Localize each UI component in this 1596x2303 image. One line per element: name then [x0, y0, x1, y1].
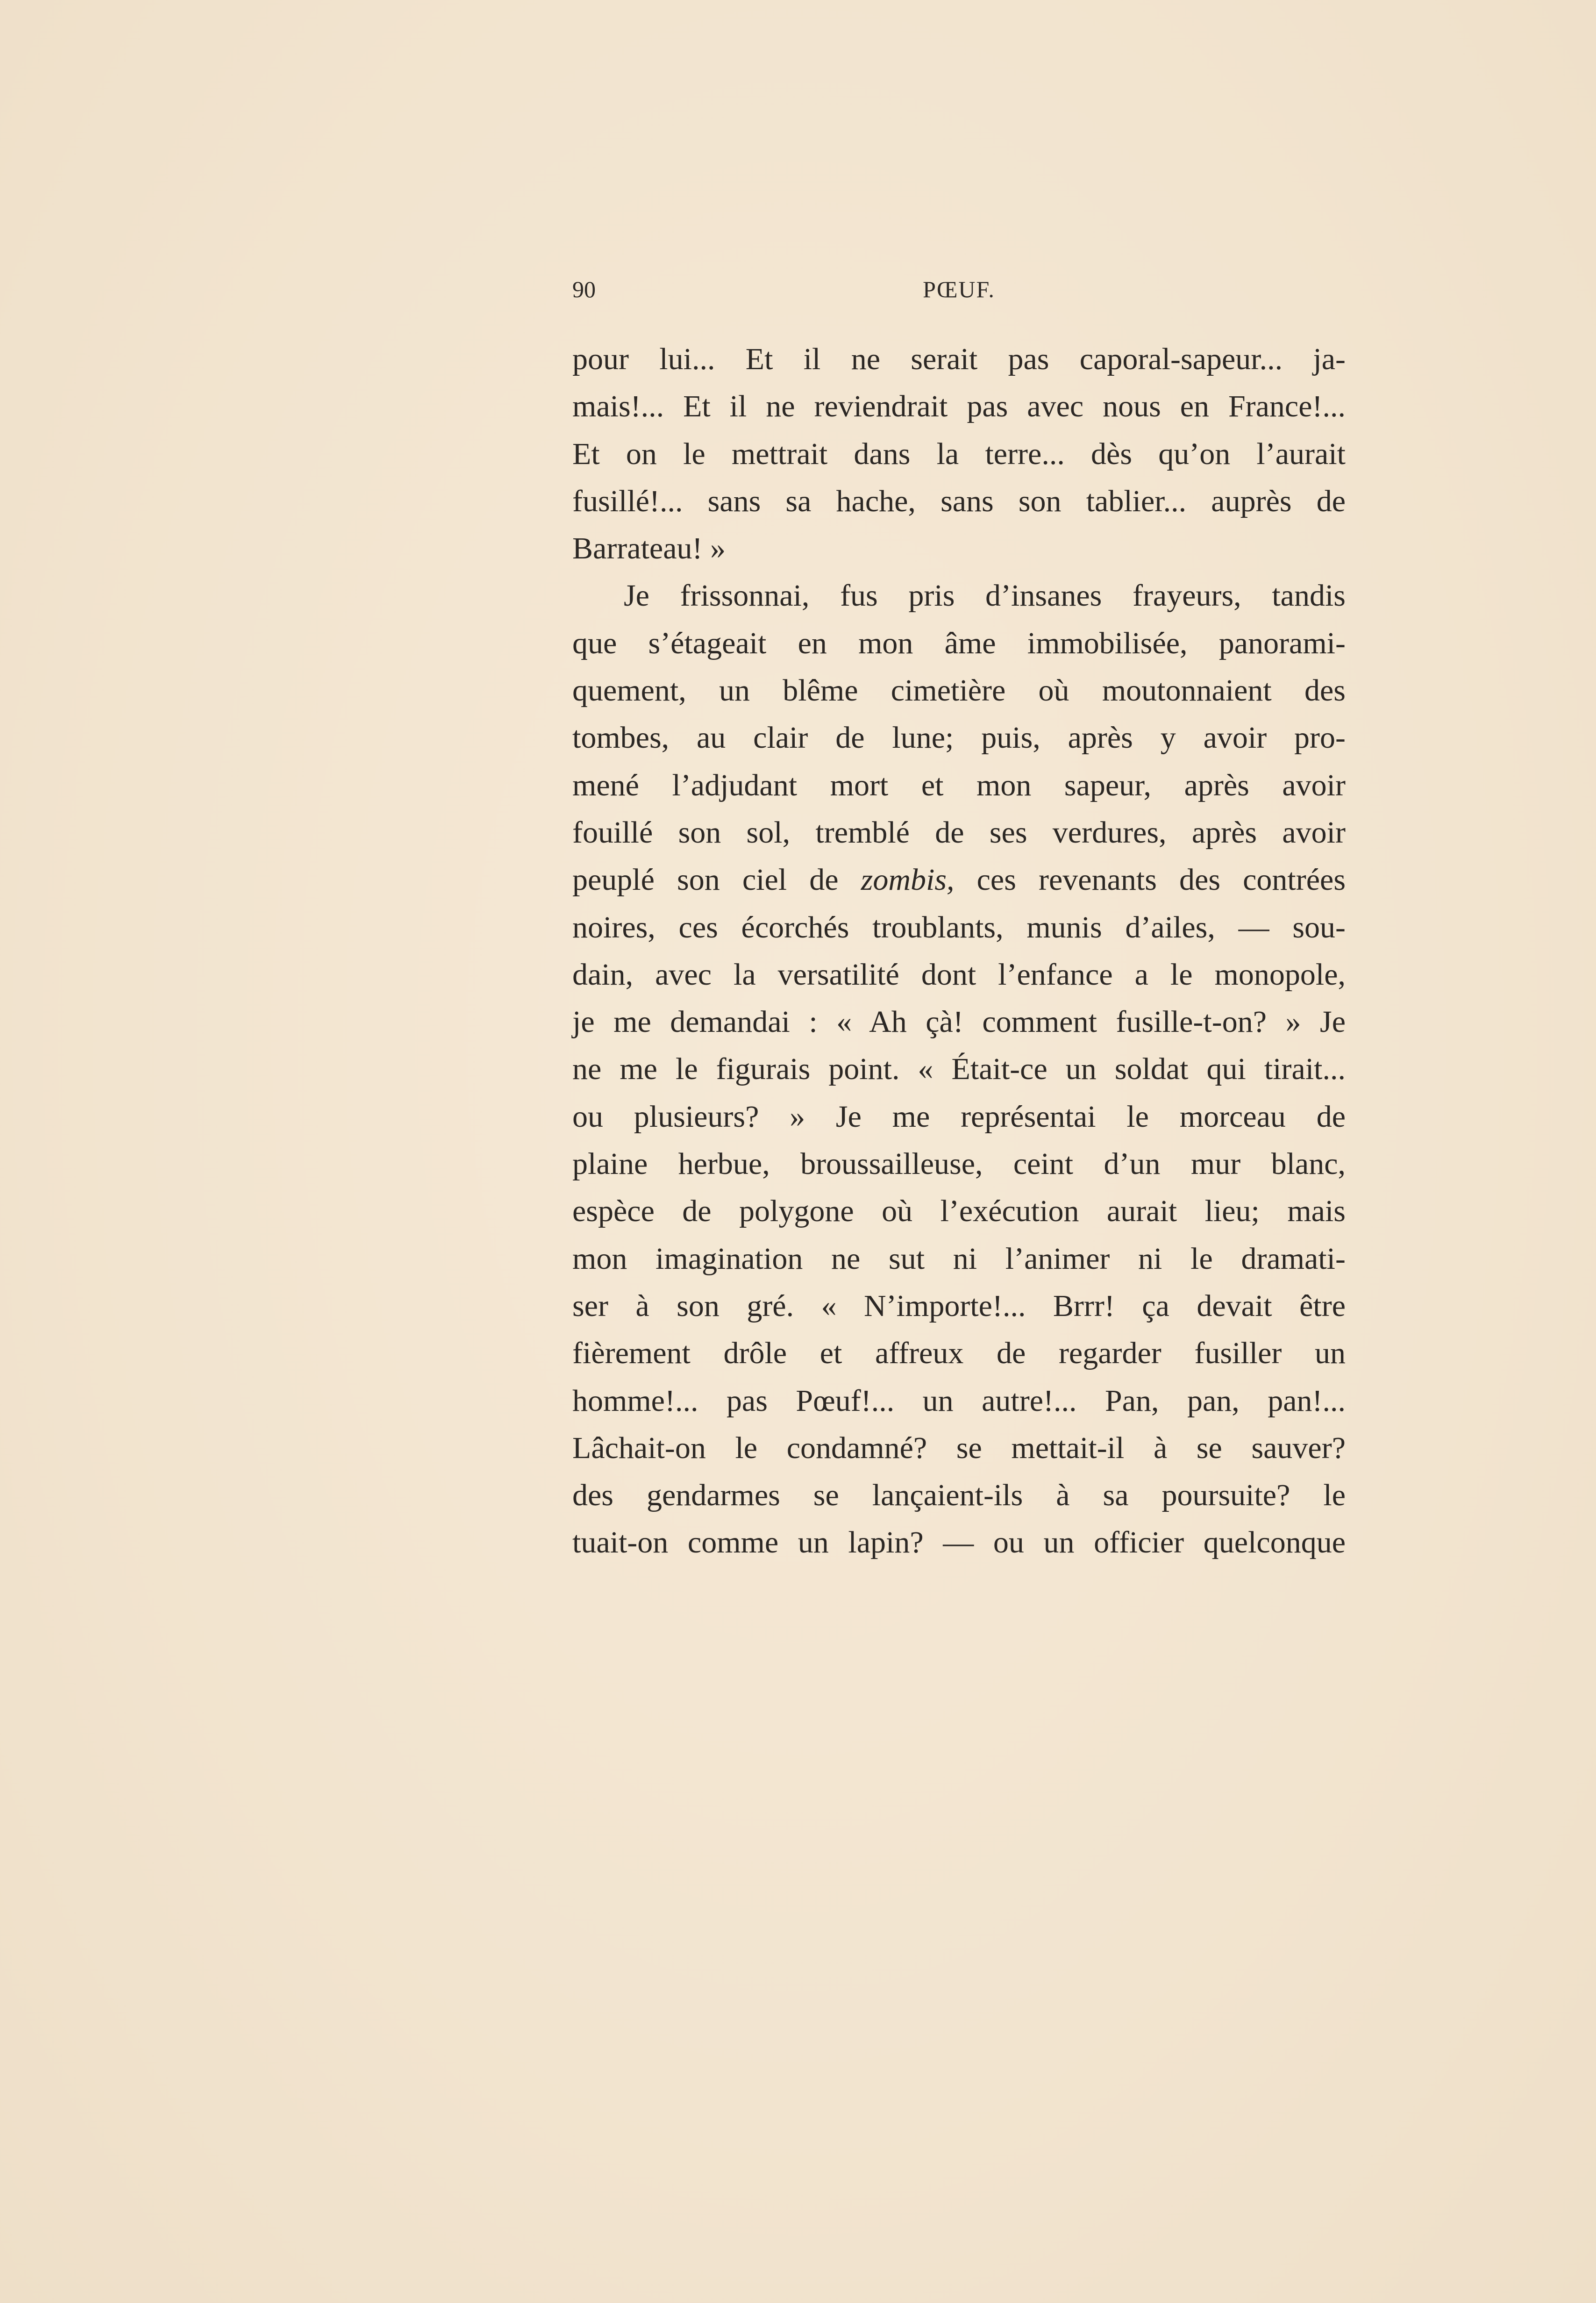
italic-word: zombis,	[861, 863, 955, 897]
text-line: fièrement drôle et affreux de regarder fusiller un	[572, 1336, 1346, 1371]
text-line: que s’étageait en mon âme immobilisée, panorami-	[572, 626, 1346, 660]
text-line: plaine herbue, broussailleuse, ceint d’un mur blanc,	[572, 1147, 1346, 1181]
text-line: tombes, au clair de lune; puis, après y avoir pro-	[572, 721, 1346, 755]
text-line: mais!... Et il ne reviendrait pas avec nous en France!...	[572, 389, 1346, 424]
text-line: homme!... pas Pœuf!... un autre!... Pan, pan, pan!...	[572, 1383, 1346, 1418]
text-line: fouillé son sol, tremblé de ses verdures, après avoir	[572, 815, 1346, 850]
text-line: noires, ces écorchés troublants, munis d’ailes, — sou-	[572, 910, 1346, 944]
text-line: fusillé!... sans sa hache, sans son tablier... auprès de	[572, 484, 1346, 518]
text-segment: peuplé son ciel de	[572, 863, 861, 897]
text-line: Lâchait-on le condamné? se mettait-il à se sauver?	[572, 1430, 1346, 1465]
text-line: ou plusieurs? » Je me représentai le morceau de	[572, 1099, 1346, 1134]
text-line: des gendarmes se lançaient-ils à sa poursuite? le	[572, 1478, 1346, 1513]
text-line: dain, avec la versatilité dont l’enfance a le monopole,	[572, 957, 1346, 992]
text-line: tuait-on comme un lapin? — ou un officier quelconque	[572, 1525, 1346, 1560]
body-text	[572, 336, 1346, 1566]
text-line: pour lui... Et il ne serait pas caporal-sapeur... ja-	[572, 342, 1346, 376]
text-line: ne me le figurais point. « Était-ce un soldat qui tirait...	[572, 1052, 1346, 1087]
text-line: Barrateau! »	[572, 531, 726, 566]
text-line: Et on le mettrait dans la terre... dès qu’on l’aurait	[572, 436, 1346, 471]
running-title: PŒUF.	[923, 276, 995, 302]
text-line: je me demandai : « Ah çà! comment fusille-t-on? » Je	[572, 1005, 1346, 1039]
text-line: quement, un blême cimetière où moutonnaient des	[572, 673, 1346, 708]
text-line: espèce de polygone où l’exécution aurait lieu; mais	[572, 1194, 1346, 1229]
text-line: mon imagination ne sut ni l’animer ni le dramati-	[572, 1241, 1346, 1276]
page-number: 90	[572, 276, 596, 302]
running-head	[572, 276, 1346, 318]
text-line: ser à son gré. « N’importe!... Brrr! ça devait être	[572, 1288, 1346, 1323]
text-segment: ces revenants des contrées	[954, 863, 1346, 897]
text-line	[572, 856, 1346, 903]
text-line: mené l’adjudant mort et mon sapeur, après avoir	[572, 768, 1346, 802]
paragraph-start-line: Je frissonnai, fus pris d’insanes frayeurs, tandis	[624, 579, 1346, 613]
